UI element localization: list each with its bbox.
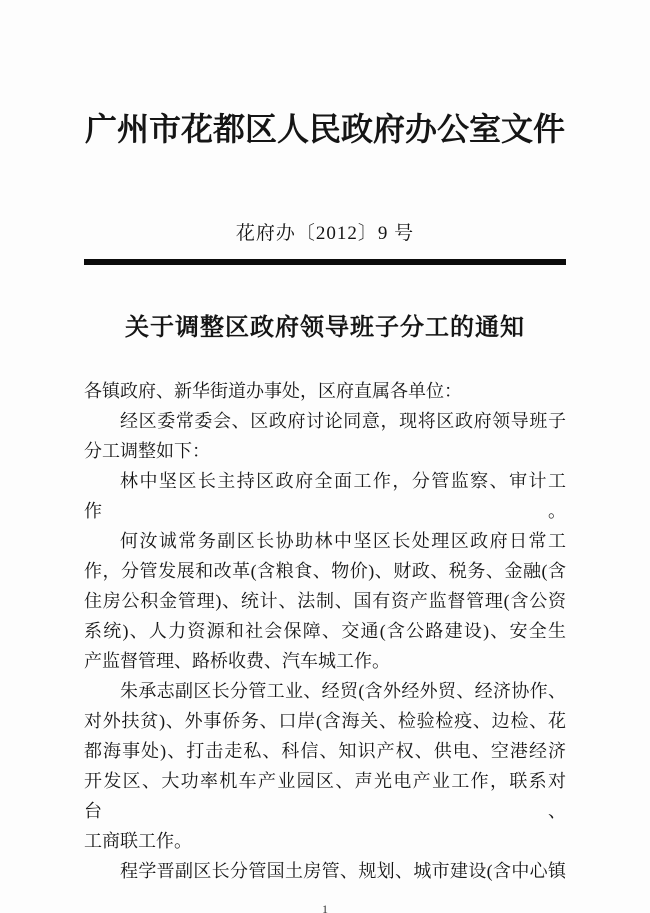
body-line: 系统)、人力资源和社会保障、交通(含公路建设)、安全生	[84, 621, 566, 642]
body-line: 对外扶贫)、外事侨务、口岸(含海关、检验检疫、边检、花	[84, 711, 566, 732]
body-line: 住房公积金管理)、统计、法制、国有资产监督管理(含公资	[84, 591, 566, 612]
body-line: 工商联工作。	[84, 831, 192, 852]
document-header-title: 广州市花都区人民政府办公室文件	[84, 111, 565, 147]
page-number: 1	[322, 902, 328, 913]
body-line: 何汝诚常务副区长协助林中坚区长处理区政府日常工	[120, 531, 566, 552]
body-line: 程学晋副区长分管国土房管、规划、城市建设(含中心镇	[120, 861, 566, 882]
body-line: 作，分管发展和改革(含粮食、物价)、财政、税务、金融(含	[84, 561, 566, 582]
body-line: 开发区、大功率机车产业园区、声光电产业工作，联系对台、	[84, 771, 566, 822]
body-line: 产监督管理、路桥收费、汽车城工作。	[84, 651, 390, 672]
body-line: 林中坚区长主持区政府全面工作，分管监察、审计工作。	[84, 471, 566, 522]
body-line: 分工调整如下：	[84, 441, 210, 462]
document-number: 花府办〔2012〕9 号	[235, 223, 415, 245]
body-line: 朱承志副区长分管工业、经贸(含外经外贸、经济协作、	[120, 681, 566, 702]
document-body	[84, 376, 566, 886]
notice-title: 关于调整区政府领导班子分工的通知	[125, 315, 525, 342]
body-line: 各镇政府、新华街道办事处，区府直属各单位：	[84, 381, 462, 402]
body-line: 经区委常委会、区政府讨论同意，现将区政府领导班子	[120, 411, 566, 432]
header-divider-rule	[84, 259, 566, 265]
body-line: 都海事处)、打击走私、科信、知识产权、供电、空港经济	[84, 741, 566, 762]
content-column	[84, 0, 566, 913]
